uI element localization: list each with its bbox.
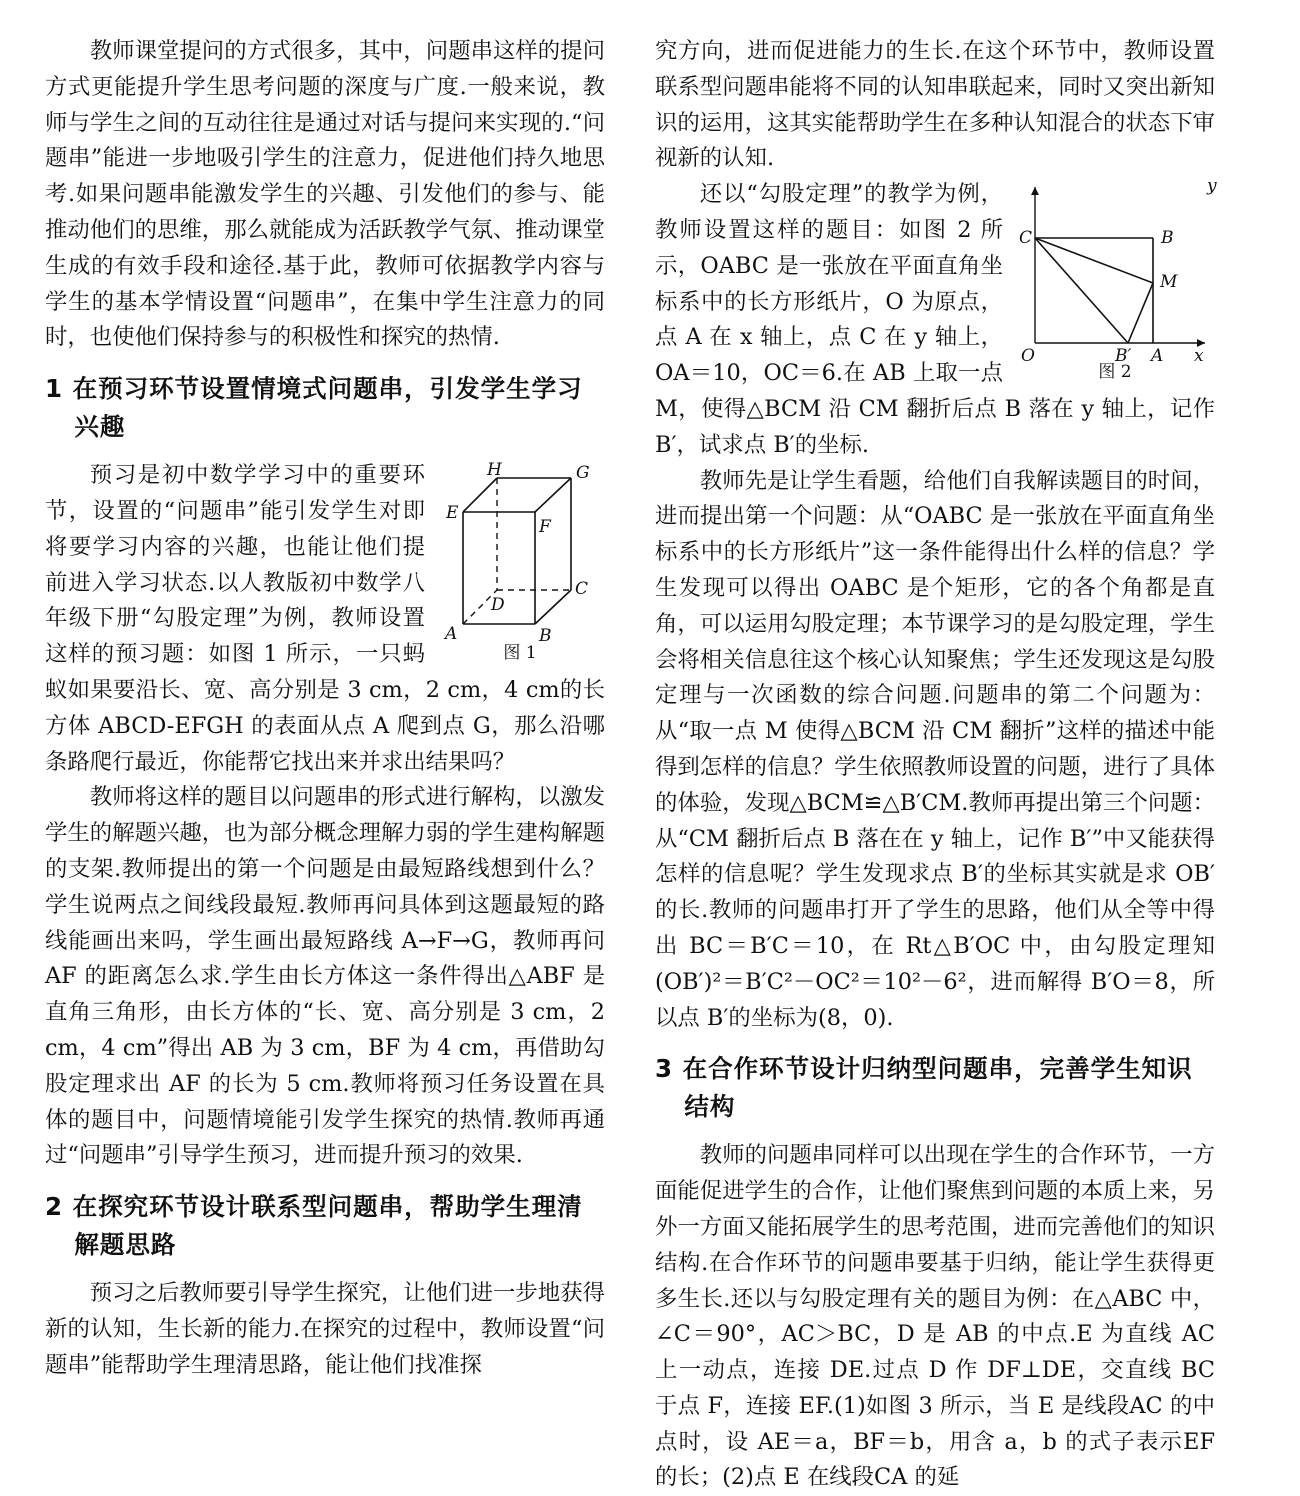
label-M: M — [1160, 272, 1178, 293]
label-y: y — [1207, 176, 1217, 197]
segment-CM — [1035, 238, 1153, 283]
section-3-heading: 3 在合作环节设计归纳型问题串，完善学生知识结构 — [655, 1054, 1193, 1122]
segment-CBp — [1035, 238, 1128, 343]
label-E: E — [446, 503, 459, 524]
intro-paragraph: 教师课堂提问的方式很多，其中，问题串这样的提问方式更能提升学生思考问题的深度与广度.一般来说，教师与学生之间的互动往往是通过对话与提问来实现的.“问题串”能进一步地吸引学生的注意力，促进他们持久地思考.如果问题串能激发学生的兴趣、引发他们的参与、能推动他们的思维，那么就能成为活跃教学气氛、推动课堂生成的有效手段和途径.基于此，教师可依据教学内容与学生的基本学情设置“问题串”，在集中学生注意力的同时，也使他们保持参与的积极性和探究的热情. — [45, 38, 605, 351]
label-F: F — [539, 517, 551, 538]
left-column — [45, 34, 605, 1384]
label-B: B — [539, 626, 552, 647]
edge-FG — [535, 478, 571, 512]
section-2-paragraph-1: 预习之后教师要引导学生探究，让他们进一步地获得新的认知，生长新的能力.在探究的过程中，教师设置“问题串”能帮助学生理清思路，能让他们找准探 — [45, 1280, 605, 1378]
label-H: H — [487, 460, 502, 481]
label-G: G — [576, 463, 590, 484]
figure-1-caption: 图 1 — [503, 643, 537, 664]
edge-EH — [463, 478, 497, 512]
edge-BC — [535, 590, 571, 624]
label-B: B — [1161, 228, 1174, 249]
continued-paragraph: 究方向，进而促进能力的生长.在这个环节中，教师设置联系型问题串能将不同的认知串联起来，同时又突出新知识的运用，这其实能帮助学生在多种认知混合的状态下审视新的认知. — [655, 38, 1215, 172]
label-x: x — [1194, 346, 1204, 367]
cuboid-diagram — [435, 460, 605, 647]
label-A: A — [1151, 346, 1164, 367]
section-2-heading: 2 在探究环节设计联系型问题串，帮助学生理清解题思路 — [45, 1192, 583, 1260]
label-O: O — [1021, 346, 1035, 367]
figure-2 — [1015, 176, 1217, 383]
right-column — [655, 34, 1215, 1496]
section-3-paragraph-1: 教师的问题串同样可以出现在学生的合作环节，一方面能促进学生的合作，让他们聚焦到问题的本质上来，另外一方面又能拓展学生的思考范围，进而完善他们的知识结构.在合作环节的问题串要基于归纳，能让学生获得更多生长.还以与勾股定理有关的题目为例：在△ABC 中，∠C＝90°，AC＞BC，D 是 AB 的中点.E 为直线 AC 上一动点，连接 DE.过点 D 作 DF⊥DE，交直线 BC 于点 F，连接 EF.(1)如图 3 所示，当 E 是线段AC 的中点时，设 AE＝a，BF＝b，用含 a，b 的式子表示EF 的长；(2)点 E 在线段CA 的延 — [655, 1142, 1215, 1491]
segment-BpM — [1128, 283, 1153, 343]
section-1-paragraph-1: 预习是初中数学学习中的重要环节，设置的“问题串”能引发学生对即将要学习内容的兴趣，也能让他们提前进入学习状态.以人教版初中数学八年级下册“勾股定理”为例，教师设置这样的预习题：如图 1 所示，一只蚂蚁如果要沿长、宽、高分别是 3 cm，2 cm，4 cm的长方体 ABCD-EFGH 的表面从点 A 爬到点 G，那么沿哪条路爬行最近，你能帮它找出来并求出结果吗？ — [45, 462, 605, 775]
label-C: C — [1019, 228, 1033, 249]
section-1-heading: 1 在预习环节设置情境式问题串，引发学生学习兴趣 — [45, 374, 583, 442]
teacher-questions-paragraph: 教师先是让学生看题，给他们自我解读题目的时间，进而提出第一个问题：从“OABC 是一张放在平面直角坐标系中的长方形纸片”这一条件能得出什么样的信息？学生发现可以得出 OABC 是个矩形，它的各个角都是直角，可以运用勾股定理；本节课学习的是勾股定理，学生会将相关信息往这个核心认知聚焦；学生还发现这是勾股定理与一次函数的综合问题.问题串的第二个问题为：从“取一点 M 使得△BCM 沿 CM 翻折”这样的描述中能得到怎样的信息？学生依照教师设置的问题，进行了具体的体验，发现△BCM≌△B′CM.教师再提出第三个问题：从“CM 翻折后点 B 落在在 y 轴上，记作 B′”中又能获得怎样的信息呢？学生发现求点 B′的坐标其实就是求 OB′的长.教师的问题串打开了学生的思路，他们从全等中得出 BC＝B′C＝10，在 Rt△B′OC 中，由勾股定理知(OB′)²＝B′C²－OC²＝10²－6²，进而解得 B′O＝8，所以点 B′的坐标为(8，0). — [655, 467, 1215, 1031]
label-Bp: B′ — [1115, 346, 1132, 367]
coordinate-diagram — [1015, 176, 1217, 367]
figure-2-problem-paragraph: 还以“勾股定理”的教学为例，教师设置这样的题目：如图 2 所示，OABC 是一张放在平面直角坐标系中的长方形纸片，O 为原点，点 A 在 x 轴上，点 C 在 y 轴上，OA＝10，OC＝6.在 AB 上取一点 M，使得△BCM 沿 CM 翻折后点 B 落在 y 轴上，记作 B′，试求点 B′的坐标. — [655, 181, 1215, 458]
label-C: C — [575, 579, 589, 600]
figure-2-caption: 图 2 — [1098, 362, 1132, 383]
section-1-paragraph-2: 教师将这样的题目以问题串的形式进行解构，以激发学生的解题兴趣，也为部分概念理解力弱的学生建构解题的支架.教师提出的第一个问题是由最短路线想到什么？学生说两点之间线段最短.教师再问具体到这题最短的路线能画出来吗，学生画出最短路线 A→F→G，教师再问 AF 的距离怎么求.学生由长方体这一条件得出△ABF 是直角三角形，由长方体的“长、宽、高分别是 3 cm，2 cm，4 cm”得出 AB 为 3 cm，BF 为 4 cm，再借助勾股定理求出 AF 的长为 5 cm.教师将预习任务设置在具体的题目中，问题情境能引发学生探究的热情.教师再通过“问题串”引导学生预习，进而提升预习的效果. — [45, 784, 605, 1169]
label-D: D — [491, 595, 505, 616]
y-axis-arrow — [1031, 187, 1039, 195]
figure-1 — [435, 460, 605, 664]
label-A: A — [445, 624, 458, 645]
